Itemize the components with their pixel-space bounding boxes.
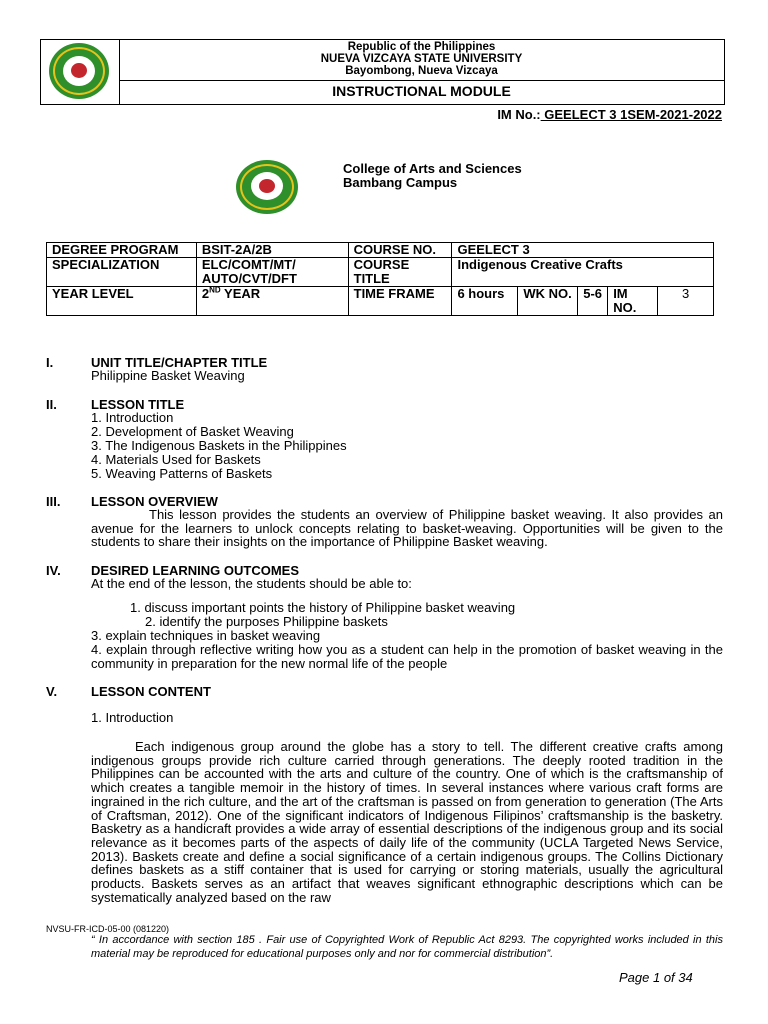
- section-4-title: DESIRED LEARNING OUTCOMES: [91, 563, 300, 578]
- section-3-number: III.: [46, 494, 61, 509]
- wk-value: 5-6: [578, 287, 608, 316]
- section-1-text: Philippine Basket Weaving: [91, 368, 245, 383]
- list-item: 1. discuss important points the history of Philippine basket weaving: [130, 600, 516, 615]
- section-4-intro: At the end of the lesson, the students should be able to:: [91, 576, 412, 591]
- university-name: NUEVA VIZCAYA STATE UNIVERSITY: [320, 53, 523, 65]
- list-item: 4. explain through reflective writing how you as a student can help in the promotion of basket weaving in the community in preparation for the new normal life of the people: [91, 642, 723, 671]
- list-item: 2. identify the purposes Philippine baskets: [145, 614, 388, 629]
- college-block: [343, 162, 522, 190]
- module-title: INSTRUCTIONAL MODULE: [332, 83, 511, 99]
- college-name: College of Arts and Sciences: [343, 161, 522, 176]
- course-no-value: GEELECT 3: [452, 243, 714, 258]
- republic-text: Republic of the Philippines: [347, 41, 496, 53]
- section-4-number: IV.: [46, 563, 61, 578]
- section-5-subheading: 1. Introduction: [91, 710, 174, 725]
- table-row: [47, 258, 714, 287]
- section-1-title: UNIT TITLE/CHAPTER TITLE: [91, 355, 268, 370]
- list-item: 2. Development of Basket Weaving: [91, 424, 294, 439]
- header-title-cell: [119, 40, 724, 81]
- section-1-number: I.: [46, 355, 54, 370]
- section-3-text: This lesson provides the students an overview of Philippine basket weaving. It also provides an avenue for the learners to unlock concepts relating to basket-weaving. Opportunities will be given to the students to share their insights on the importance of Philippine Basket weaving.: [91, 507, 723, 550]
- lesson-list: [91, 411, 347, 481]
- header-box: [40, 39, 725, 105]
- list-item: 4. Materials Used for Baskets: [91, 452, 261, 467]
- course-info-table: [46, 242, 714, 316]
- university-location: Bayombong, Nueva Vizcaya: [345, 65, 498, 77]
- im-label: IM NO.: [608, 287, 658, 316]
- list-item: 1. Introduction: [91, 410, 174, 425]
- section-2-number: II.: [46, 397, 57, 412]
- course-title-label: COURSE TITLE: [348, 258, 452, 287]
- course-title-value: Indigenous Creative Crafts: [452, 258, 714, 287]
- im-number-value: GEELECT 3 1SEM-2021-2022: [540, 107, 722, 122]
- university-seal-logo: [49, 43, 109, 99]
- table-row: [47, 243, 714, 258]
- copyright-note: “ In accordance with section 185 . Fair use of Copyrighted Work of Republic Act 8293. The copyrighted works included in this material may be reproduced for educational purposes only and nor for commercial distribution”.: [91, 934, 723, 960]
- degree-label: DEGREE PROGRAM: [47, 243, 197, 258]
- section-5-text: Each indigenous group around the globe has a story to tell. The different creative crafts among indigenous groups provide rich culture carried through generations. The deeply rooted tradition in the Philippines can be accounted with the arts and culture of the country. One of which is the craftsmanship of which creates a tangible memoir in the history of times. In several instances where various craft forms are ingrained in the rich culture, and the art of the craftsman is passed on from generation to generation (The Arts of Craftsman, 2012). One of the significant indicators of Indigenous Filipinos’ craftsmanship is the basketry. Basketry as a handicraft provides a wide array of essential descriptions of the indigenous group and its social relevance as it becomes parts of the aspects of daily life of the community (UCLA Targeted News Service, 2013). Baskets create and define a social significance of a certain indigenous groups. The Collins Dictionary defines baskets as a stiff container that is used for carrying or storing materials, usually the agricultural products. Baskets serves as an artifact that weaves significant ethnographic descriptions which can be systematically analyzed based on the raw: [91, 739, 723, 905]
- spec-label: SPECIALIZATION: [47, 258, 197, 287]
- list-item: 5. Weaving Patterns of Baskets: [91, 466, 273, 481]
- year-value: 2ND YEAR: [196, 287, 348, 316]
- spec-value: ELC/COMT/MT/ AUTO/CVT/DFT: [196, 258, 348, 287]
- time-value: 6 hours: [452, 287, 518, 316]
- list-item: 3. The Indigenous Baskets in the Philippines: [91, 438, 347, 453]
- degree-value: BSIT-2A/2B: [196, 243, 348, 258]
- section-5-number: V.: [46, 684, 58, 699]
- list-item: 3. explain techniques in basket weaving: [91, 628, 321, 643]
- im-value: 3: [658, 287, 714, 316]
- course-no-label: COURSE NO.: [348, 243, 452, 258]
- section-3-title: LESSON OVERVIEW: [91, 494, 218, 509]
- header-logo-cell: [41, 40, 120, 104]
- college-seal-logo: [236, 160, 298, 214]
- page-number: Page 1 of 34: [619, 970, 693, 985]
- year-label: YEAR LEVEL: [47, 287, 197, 316]
- form-code: NVSU-FR-ICD-05-00 (081220): [46, 924, 170, 934]
- time-label: TIME FRAME: [348, 287, 452, 316]
- section-2-title: LESSON TITLE: [91, 397, 185, 412]
- im-number-label: IM No.:: [497, 107, 541, 122]
- im-number: [497, 107, 722, 122]
- wk-label: WK NO.: [518, 287, 578, 316]
- table-row: [47, 287, 714, 316]
- college-campus: Bambang Campus: [343, 175, 458, 190]
- section-5-title: LESSON CONTENT: [91, 684, 211, 699]
